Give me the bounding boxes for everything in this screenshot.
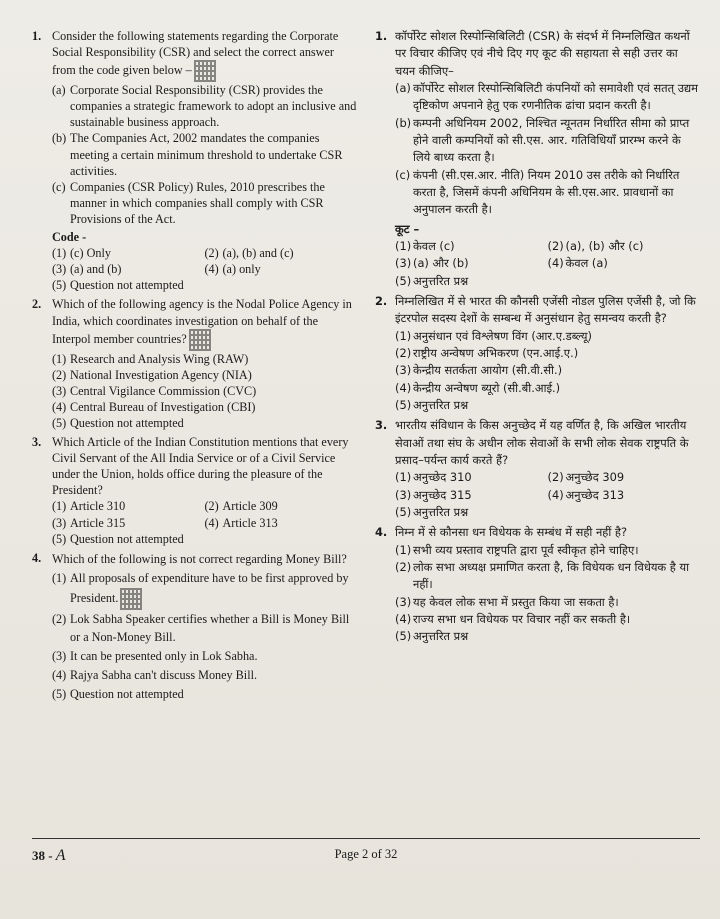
question-number: 1. xyxy=(375,29,388,43)
question-3-hi xyxy=(375,417,700,521)
option-4[interactable]: (4) Central Bureau of Investigation (CBI) xyxy=(52,399,256,414)
qr-code-icon xyxy=(194,60,216,82)
option-1[interactable]: (1) (c) Only xyxy=(52,246,111,261)
option-1[interactable]: (1) सभी व्यय प्रस्ताव राष्ट्रपति द्वारा पूर्व स्वीकृत होने चाहिए। xyxy=(395,542,639,557)
option-5[interactable]: (5) Question not attempted xyxy=(52,687,184,702)
statement-c: (c) Companies (CSR Policy) Rules, 2010 prescribes the manner in which companies shall comply with CSR Provisions of the Act. xyxy=(52,179,325,226)
option-1[interactable]: (1) Article 310 xyxy=(52,499,126,514)
question-stem: निम्नलिखित में से भारत की कौनसी एजेंसी नोडल पुलिस एजेंसी है, जो कि इंटरपोल सदस्य देशों के सम्बन्ध में अनुसंधान हेतु समन्वय करती है? xyxy=(395,293,696,326)
option-2[interactable]: (2) राष्ट्रीय अन्वेषण अभिकरण (एन.आई.ए.) xyxy=(395,345,579,360)
question-number: 4. xyxy=(375,525,388,540)
statement-b: (b) कम्पनी अधिनियम 2002, निश्चित न्यूनतम निर्धारित सीमा को प्राप्त होने वाली कम्पनियों को सी.एस. आर. गतिविधियाँ प्रारम्भ करने के लिये बाध्य करता है। xyxy=(395,115,690,165)
page-number: 38 - xyxy=(32,848,53,863)
option-2[interactable]: (2) अनुच्छेद 309 xyxy=(547,470,625,485)
option-4[interactable]: (4) Rajya Sabha can't discuss Money Bill. xyxy=(52,668,258,683)
option-1[interactable]: (1) अनुच्छेद 310 xyxy=(395,470,472,485)
option-5[interactable]: (5) अनुत्तरित प्रश्न xyxy=(395,273,469,288)
option-4[interactable]: (4) अनुच्छेद 313 xyxy=(547,487,625,502)
option-5[interactable]: (5) अनुत्तरित प्रश्न xyxy=(395,397,469,412)
qr-code-icon xyxy=(120,588,142,610)
option-1[interactable]: (1) अनुसंधान एवं विश्लेषण विंग (आर.ए.डब्ल्यू) xyxy=(395,328,592,343)
booklet-series-mark: A xyxy=(55,847,66,864)
statement-a: (a) कॉर्पोरेट सोशल रिस्पोन्सिबिलिटी कंपनियों को समावेशी एवं सतत् उद्यम दृष्टिकोण अपनाने हेतु एक रणनीतिक ढांचा प्रदान करती है। xyxy=(395,80,698,113)
question-stem: Which of the following is not correct regarding Money Bill? xyxy=(52,551,347,566)
option-4[interactable]: (4) (a) only xyxy=(204,262,261,277)
option-5[interactable]: (5) Question not attempted xyxy=(52,278,184,293)
option-5[interactable]: (5) Question not attempted xyxy=(52,531,184,546)
question-number: 2. xyxy=(375,293,388,308)
option-1[interactable]: (1) All proposals of expenditure have to be first approved by President. xyxy=(52,569,357,610)
question-2-en xyxy=(32,296,357,431)
option-4[interactable]: (4) केन्द्रीय अन्वेषण ब्यूरो (सी.बी.आई.) xyxy=(395,380,561,395)
option-5[interactable]: (5) अनुत्तरित प्रश्न xyxy=(395,629,469,644)
page-info: Page 2 of 32 xyxy=(334,847,398,861)
hindi-column xyxy=(375,28,700,848)
option-2[interactable]: (2) (a), (b) और (c) xyxy=(547,238,644,253)
option-4[interactable]: (4) Article 313 xyxy=(204,515,278,530)
english-column xyxy=(32,28,357,848)
question-stem: भारतीय संविधान के किस अनुच्छेद में यह वर्णित है, कि अखिल भारतीय सेवाओं तथा संघ के अधीन लोक सेवाओं के सभी लोक सेवक राष्ट्रपति के प्रसाद–पर्यन्त कार्य करते हैं? xyxy=(395,418,689,467)
answer-options xyxy=(52,498,357,530)
question-number: 2. xyxy=(32,297,42,312)
option-3[interactable]: (3) It can be presented only in Lok Sabha. xyxy=(52,649,258,664)
option-2[interactable]: (2) Article 309 xyxy=(204,499,278,514)
question-1-hi xyxy=(375,28,700,290)
option-4[interactable]: (4) केवल (a) xyxy=(547,256,608,271)
option-2[interactable]: (2) Lok Sabha Speaker certifies whether a Bill is Money Bill or a Non-Money Bill. xyxy=(52,611,350,645)
question-4-hi xyxy=(375,524,700,645)
question-1-en xyxy=(32,28,357,293)
option-1[interactable]: (1) केवल (c) xyxy=(395,238,455,253)
answer-options xyxy=(395,238,700,273)
option-3[interactable]: (3) Article 315 xyxy=(52,515,126,530)
question-stem: कॉर्पोरेट सोशल रिस्पोन्सिबिलिटी (CSR) के संदर्भ में निम्नलिखित कथनों पर विचार कीजिए एवं नीचे दिए गए कूट की सहायता से सही उत्तर का चयन कीजिए– xyxy=(395,29,690,78)
answer-options xyxy=(395,469,700,504)
question-number: 4. xyxy=(32,550,42,565)
statement-c: (c) कंपनी (सी.एस.आर. नीति) नियम 2010 उस तरीके को निर्धारित करता है, जिसमें कंपनी अधिनियम के सी.एस.आर. प्रावधानों का अनुपालन करती है। xyxy=(395,167,680,217)
option-3[interactable]: (3) यह केवल लोक सभा में प्रस्तुत किया जा सकता है। xyxy=(395,594,619,609)
question-number: 3. xyxy=(375,418,388,433)
question-4-en xyxy=(32,550,357,704)
option-2[interactable]: (2) (a), (b) and (c) xyxy=(204,246,294,261)
code-label: Code - xyxy=(52,230,87,245)
question-stem: Which of the following agency is the Nodal Police Agency in India, which coordinates investigation on behalf of the Interpol member countries? xyxy=(52,296,357,350)
option-5[interactable]: (5) अनुत्तरित प्रश्न xyxy=(395,504,469,519)
code-label: कूट – xyxy=(395,221,420,236)
statement-a: (a) Corporate Social Responsibility (CSR) provides the companies a strategic framework to adopt an inclusive and sustainable business approach. xyxy=(52,83,357,130)
option-2[interactable]: (2) National Investigation Agency (NIA) xyxy=(52,367,252,382)
option-4[interactable]: (4) राज्य सभा धन विधेयक पर विचार नहीं कर सकती है। xyxy=(395,611,631,626)
option-3[interactable]: (3) (a) and (b) xyxy=(52,262,122,277)
question-3-en xyxy=(32,434,357,547)
question-stem: Consider the following statements regarding the Corporate Social Responsibility (CSR) and select the correct answer from the code given below – xyxy=(52,28,357,82)
answer-options xyxy=(52,245,357,277)
question-stem: Which Article of the Indian Constitution mentions that every Civil Servant of the All India Service or of a Civil Service under the Union, holds office during the pleasure of the President? xyxy=(52,435,349,498)
option-2[interactable]: (2) लोक सभा अध्यक्ष प्रमाणित करता है, कि विधेयक धन विधेयक है या नहीं। xyxy=(395,559,690,592)
question-number: 3. xyxy=(32,435,42,450)
option-5[interactable]: (5) Question not attempted xyxy=(52,415,184,430)
qr-code-icon xyxy=(189,329,211,351)
option-3[interactable]: (3) (a) और (b) xyxy=(395,256,469,271)
question-stem: निम्न में से कौनसा धन विधेयक के सम्बंध में सही नहीं है? xyxy=(395,525,627,540)
option-3[interactable]: (3) Central Vigilance Commission (CVC) xyxy=(52,383,257,398)
question-2-hi xyxy=(375,293,700,414)
option-3[interactable]: (3) अनुच्छेद 315 xyxy=(395,487,472,502)
statement-b: (b) The Companies Act, 2002 mandates the companies meeting a certain minimum threshold to undertake CSR activities. xyxy=(52,131,343,178)
option-1[interactable]: (1) Research and Analysis Wing (RAW) xyxy=(52,351,249,366)
page-footer xyxy=(32,838,700,865)
question-number: 1. xyxy=(32,29,42,43)
option-3[interactable]: (3) केन्द्रीय सतर्कता आयोग (सी.वी.सी.) xyxy=(395,363,563,378)
